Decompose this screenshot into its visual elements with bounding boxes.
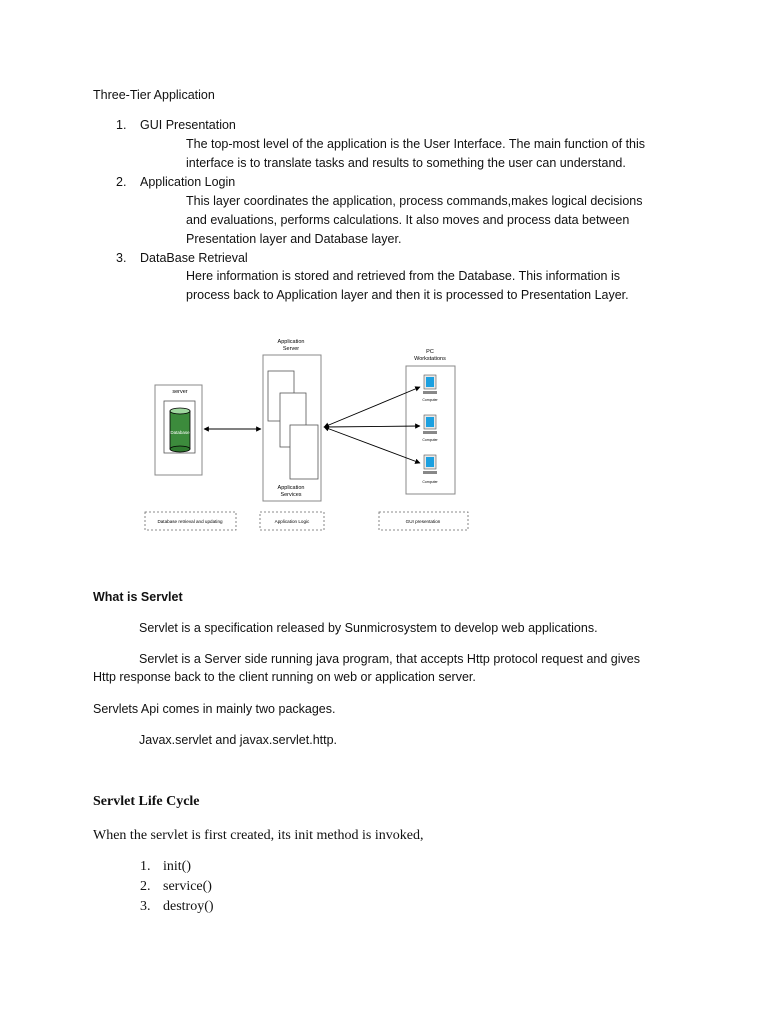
list-item-text: and evaluations, performs calculations. It also moves and process data between	[186, 213, 630, 227]
computer-icon	[423, 415, 437, 434]
servlet-packages: Javax.servlet and javax.servlet.http.	[139, 733, 338, 747]
lifecycle-intro: When the servlet is first created, its init method is invoked,	[93, 828, 424, 843]
list-item-text: process back to Application layer and then it is processed to Presentation Layer.	[186, 288, 629, 302]
server-box	[155, 385, 202, 475]
app-services-title-line1: Application	[277, 485, 305, 491]
list-item-text: Presentation layer and Database layer.	[186, 232, 402, 246]
list-number: 2.	[116, 175, 127, 189]
pc-title-line2: Workstations	[414, 356, 446, 362]
footer-label-gui	[379, 512, 468, 530]
svg-text:Database retrieval and updatin: Database retrieval and updating	[157, 519, 223, 524]
section-heading-lifecycle: Servlet Life Cycle	[93, 794, 200, 809]
pc-workstations-box	[406, 349, 455, 494]
servlet-para2-line2: Http response back to the client running on web or application server.	[93, 670, 476, 684]
list-number: 3.	[140, 899, 151, 914]
application-server-box	[263, 339, 321, 501]
section-heading-three-tier: Three-Tier Application	[93, 88, 215, 102]
computer-icon	[423, 455, 437, 474]
lifecycle-method: init()	[163, 859, 191, 874]
list-item-title: GUI Presentation	[140, 118, 236, 132]
app-server-title-line1: Application	[277, 339, 305, 345]
server-label: server	[172, 389, 188, 395]
servlet-para2-line1: Servlet is a Server side running java program, that accepts Http protocol request and gives	[139, 652, 640, 666]
footer-label-application	[260, 512, 324, 530]
footer-label-database	[145, 512, 236, 530]
list-item-title: DataBase Retrieval	[140, 251, 248, 265]
computer-label: Computer	[422, 438, 438, 442]
list-item-text: This layer coordinates the application, process commands,makes logical decisions	[186, 194, 643, 208]
list-number: 1.	[116, 118, 127, 132]
computer-label: Computer	[422, 398, 438, 402]
computer-icon	[423, 375, 437, 394]
section-heading-servlet: What is Servlet	[93, 590, 183, 604]
svg-text:GUI presentation: GUI presentation	[405, 519, 441, 524]
servlet-api-line: Servlets Api comes in mainly two packages.	[93, 702, 336, 716]
list-item-title: Application Login	[140, 175, 236, 189]
svg-text:Application Logic: Application Logic	[274, 519, 310, 524]
list-number: 3.	[116, 251, 127, 265]
list-number: 2.	[140, 879, 151, 894]
lifecycle-method: service()	[163, 879, 212, 894]
list-item-text: The top-most level of the application is the User Interface. The main function of this	[186, 137, 646, 151]
servlet-para1: Servlet is a specification released by Sunmicrosystem to develop web applications.	[139, 621, 598, 635]
app-services-title-line2: Services	[280, 492, 302, 498]
pc-title-line1: PC	[426, 349, 434, 355]
list-item-text: Here information is stored and retrieved from the Database. This information is	[186, 269, 620, 283]
list-number: 1.	[140, 859, 151, 874]
app-server-title-line2: Server	[282, 346, 300, 352]
list-item-text: interface is to translate tasks and results to something the user can understand.	[186, 156, 626, 170]
lifecycle-method: destroy()	[163, 899, 214, 914]
database-label: Database	[170, 430, 190, 435]
computer-label: Computer	[422, 480, 438, 484]
three-tier-diagram	[140, 333, 485, 535]
